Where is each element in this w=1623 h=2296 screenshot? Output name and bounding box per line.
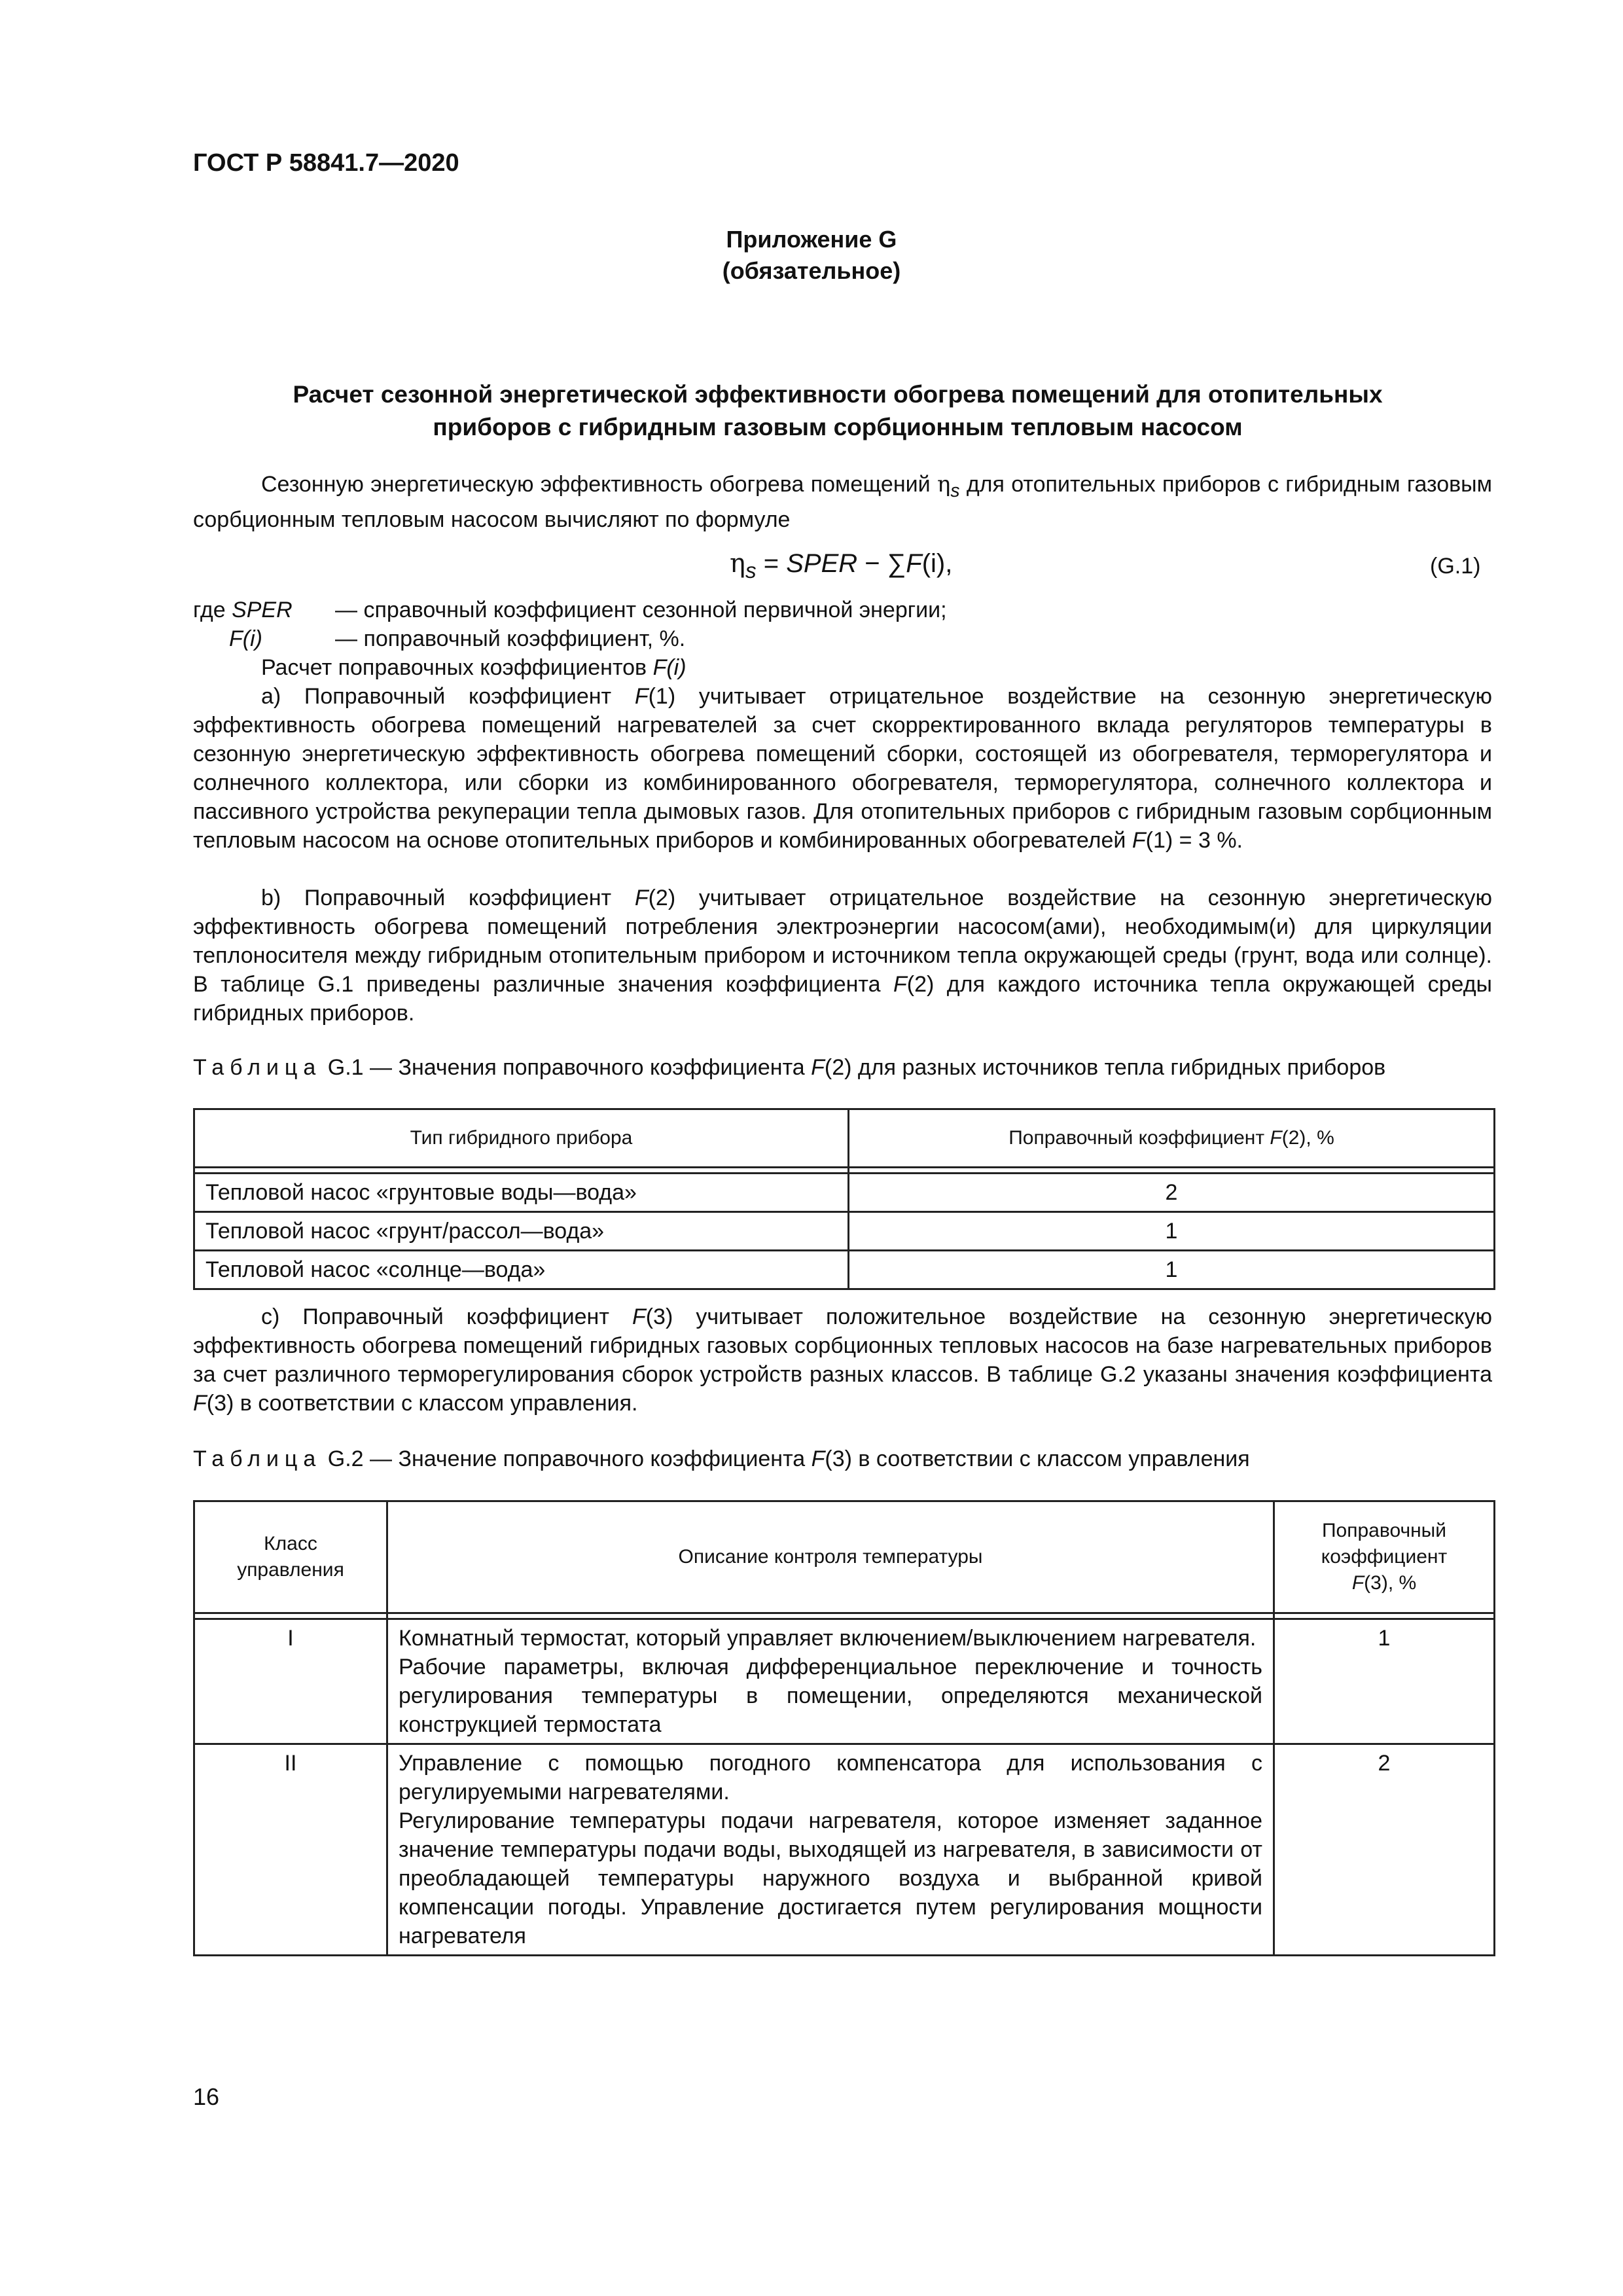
definition-text: — справочный коэффициент сезонной первичной энергии; [335,598,947,622]
intro-text-2: для отопительных приборов с гибридным газовым сорбционным тепловым насосом вычисляют по формуле [193,472,1492,532]
page-number: 16 [193,2083,220,2110]
para-c-text-1: c) Поправочный коэффициент [261,1304,632,1329]
calc-heading-text: Расчет поправочных коэффициентов [261,655,653,680]
definition-text: — поправочный коэффициент, %. [335,626,686,651]
table1-value-cell: 2 [849,1174,1495,1212]
table2-spacer-cell [194,1613,387,1619]
formula-i: (i), [921,549,953,578]
table1-caption-symbol: F [811,1055,825,1080]
para-c-symbol: F [632,1304,646,1329]
paragraph-b [193,884,1492,1028]
table2-caption-label: Таблица [193,1446,322,1471]
table2-col-coef-line1: Поправочный [1321,1520,1446,1541]
table-row [194,1619,1495,1744]
table1-caption-label: Таблица [193,1055,322,1080]
table2-desc-part1: Комнатный термостат, который управляет включением/выключением нагревателя. [399,1626,1257,1651]
para-b-symbol-2: F [893,972,907,997]
paragraph-c [193,1302,1492,1418]
table1-spacer-cell [194,1168,849,1174]
section-title-line2: приборов с гибридным газовым сорбционным тепловым насосом [433,414,1243,440]
table2-col-desc: Описание контроля температуры [387,1501,1274,1613]
intro-paragraph [193,470,1492,534]
table-row [194,1251,1495,1289]
formula-g1 [730,548,952,584]
definition-symbol: SPER [232,598,293,622]
formula-sper: SPER [786,549,858,578]
table2-spacer [194,1613,1495,1619]
para-b-text-3: (2) для каждого источника тепла окружающей среды гибридных приборов. [193,972,1492,1026]
table2-caption-rest: (3) в соответствии с классом управления [825,1446,1250,1471]
table1-header-row [194,1109,1495,1168]
para-a-text-3: (1) = 3 %. [1145,828,1243,853]
table2-col-coef-line3 [1285,1570,1483,1596]
table-row [194,1174,1495,1212]
para-a-symbol-2: F [1132,828,1146,853]
table1-spacer [194,1168,1495,1174]
table2-class-cell: I [194,1619,387,1744]
table1-type-cell: Тепловой насос «грунтовые воды—вода» [194,1174,849,1212]
para-c-text-3: (3) в соответствии с классом управления. [206,1391,638,1416]
definition-fi [229,624,686,653]
table2-desc-part2: Рабочие параметры, включая дифференциальное переключение и точность регулирования температуры в помещении, определяются механической конструкцией термостата [399,1655,1262,1737]
table2-caption-symbol: F [811,1446,825,1471]
para-b-text-1: b) Поправочный коэффициент [261,886,635,910]
definition-sper [193,596,947,624]
table1-value-cell: 1 [849,1212,1495,1251]
table1-col-coef-symbol: F [1270,1127,1282,1149]
para-a-symbol: F [634,684,649,709]
table2-value-cell: 2 [1274,1744,1495,1956]
table2-col-class-line1: Класс [264,1533,317,1554]
table2-col-class-line2: управления [237,1559,344,1581]
table1-type-cell: Тепловой насос «грунт/рассол—вода» [194,1212,849,1251]
table2-col-coef-line2: коэффициент [1321,1546,1448,1568]
formula-eq: = [756,549,787,578]
table2-col-coef-symbol: F [1351,1572,1364,1594]
intro-eta: η [936,471,951,497]
table2-class-cell: II [194,1744,387,1956]
table2-caption-text: G.2 — Значение поправочного коэффициента [321,1446,812,1471]
table1-caption-rest: (2) для разных источников тепла гибридных приборов [824,1055,1386,1080]
para-a-text-2: (1) учитывает отрицательное воздействие на сезонную энергетическую эффективность обогрева помещений нагревателей за счет скорректированного вклада регуляторов температуры в сезонную энергетическую эффективность обогрева помещений сборки, состоящей из обогревателя, терморегулятора и солнечного коллектора, или сборки из комбинированного обогревателя, терморегулятора, солнечного коллектора и пассивного устройства рекуперации тепла дымовых газов. Для отопительных приборов с гибридным газовым сорбционным тепловым насосом на основе отопительных приборов и комбинированных обогревателей [193,684,1492,853]
table2-desc-cell [387,1744,1274,1956]
formula-f: F [906,549,922,578]
table1-caption-text: G.1 — Значения поправочного коэффициента [321,1055,812,1080]
table2-desc-part1: Управление с помощью погодного компенсатора для использования с регулируемыми нагревателями. [399,1751,1262,1804]
table1-caption [193,1055,1385,1081]
calc-heading-symbol: F(i) [652,655,687,680]
table-g2 [193,1500,1495,1956]
formula-eta: η [730,548,745,579]
para-b-symbol: F [634,886,649,910]
definition-symbol: F(i) [229,626,262,651]
table2-header-row [194,1501,1495,1613]
table-row [194,1212,1495,1251]
intro-text-1: Сезонную энергетическую эффективность обогрева помещений [261,472,937,497]
table1-spacer-cell [849,1168,1495,1174]
table2-col-coef-rest: (3), % [1364,1572,1417,1594]
table1-col-type: Тип гибридного прибора [194,1109,849,1168]
paragraph-a [193,682,1492,855]
table1-col-coef-text: Поправочный коэффициент [1008,1127,1270,1149]
table1-value-cell: 1 [849,1251,1495,1289]
table-row [194,1744,1495,1956]
para-c-text-2: (3) учитывает положительное воздействие на сезонную энергетическую эффективность обогрева помещений гибридных газовых сорбционных тепловых насосов на базе нагревательных приборов за счет различного терморегулирования сборок устройств разных классов. В таблице G.2 указаны значения коэффициента [193,1304,1492,1387]
annex-status: (обязательное) [722,257,901,284]
definition-prefix: где [193,598,232,622]
standard-number: ГОСТ Р 58841.7—2020 [193,149,459,177]
para-c-symbol-2: F [193,1391,207,1416]
table2-spacer-cell [387,1613,1274,1619]
table2-caption [193,1446,1250,1472]
calc-heading [193,653,1492,682]
formula-eta-sub: s [745,559,757,583]
para-a-text-1: а) Поправочный коэффициент [261,684,635,709]
table2-col-coef [1274,1501,1495,1613]
table2-value-cell: 1 [1274,1619,1495,1744]
intro-eta-sub: s [950,480,960,501]
formula-number: (G.1) [1430,554,1481,579]
annex-title: Приложение G [726,226,897,253]
table2-desc-part2: Регулирование температуры подачи нагревателя, которое изменяет заданное значение температуры подачи воды, выходящей из нагревателя, в зависимости от преобладающей температуры наружного воздуха и выбранной кривой компенсации погоды. Управление достигается путем регулирования мощности нагревателя [399,1808,1262,1948]
table1-type-cell: Тепловой насос «солнце—вода» [194,1251,849,1289]
formula-minus-sum: − ∑ [857,549,906,578]
table2-col-class [194,1501,387,1613]
table1-col-coef-rest: (2), % [1281,1127,1334,1149]
table-g1 [193,1108,1495,1290]
table2-desc-cell [387,1619,1274,1744]
section-title-line1: Расчет сезонной энергетической эффективности обогрева помещений для отопительных [293,381,1383,408]
table2-spacer-cell [1274,1613,1495,1619]
para-b-text-2: (2) учитывает отрицательное воздействие на сезонную энергетическую эффективность обогрева помещений потребления электроэнергии насосом(ами), необходимым(и) для циркуляции теплоносителя между гибридным отопительным прибором и источником тепла окружающей среды (грунт, вода или солнце). В таблице G.1 приведены различные значения коэффициента [193,886,1492,997]
section-title [216,378,1459,444]
table1-col-coef [849,1109,1495,1168]
